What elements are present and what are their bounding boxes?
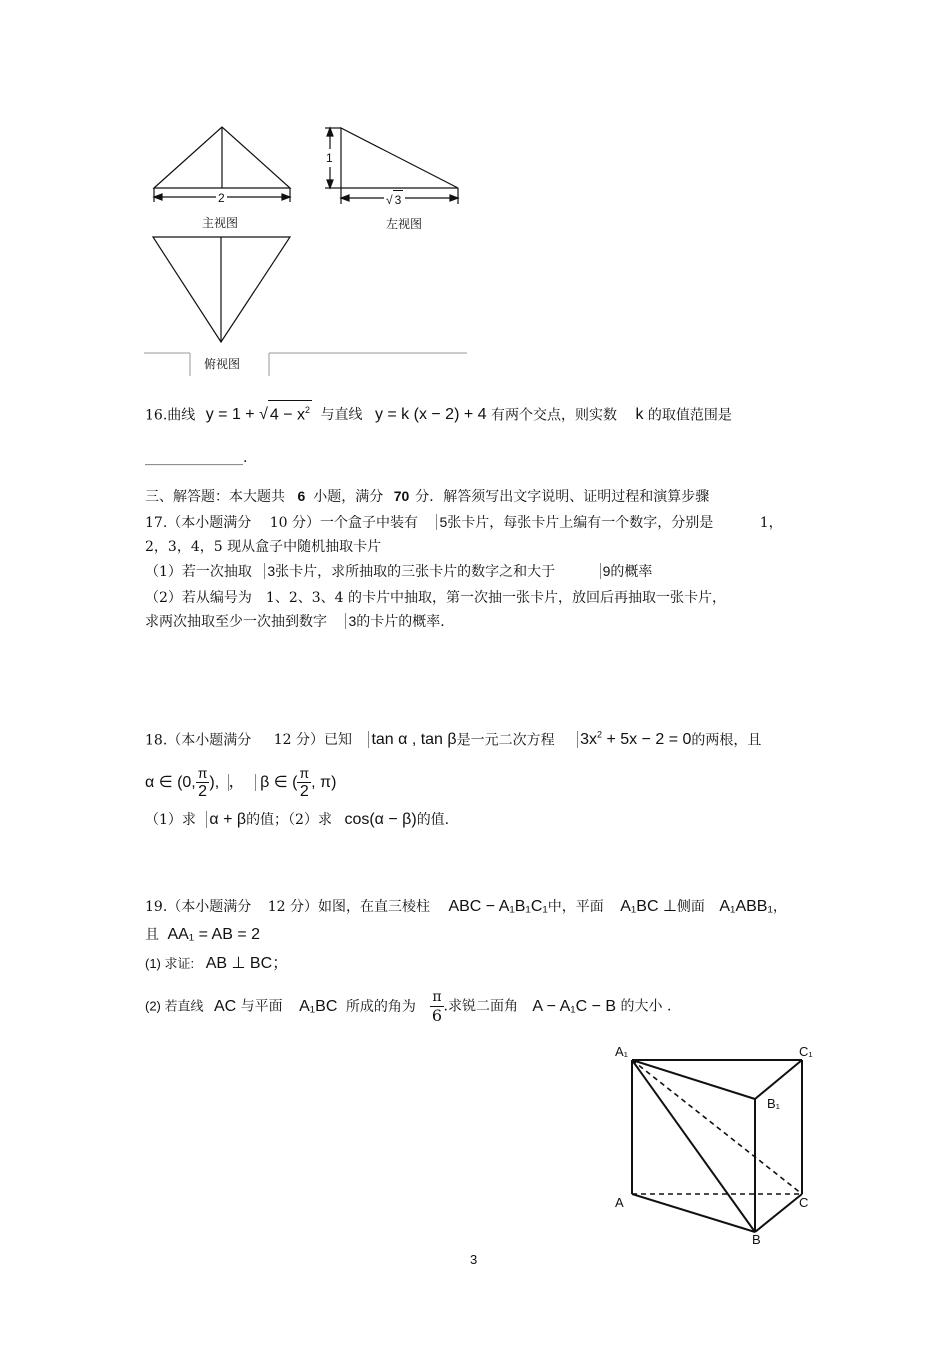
front-view-label: 主视图 — [202, 216, 239, 230]
three-views-figure — [140, 120, 480, 385]
q18-conditions: α ∈ (0, $\frac{\pi}{2}$ ), ， β ∈ ( $\frac{\pi}{2}$ , π) — [145, 765, 337, 800]
edge-a1-b1 — [632, 1060, 755, 1099]
alpha-range: α ∈ (0, $\frac{\pi}{2}$ ), — [145, 774, 229, 791]
q19-part-2: (2) 若直线 AC 与平面 A₁BC 所成的角为 $\frac{\pi}{6}$ .求锐二面角 A − A₁C − B 的大小 . — [145, 989, 672, 1025]
q16-line-eq: y = k (x − 2) + 4 — [374, 406, 487, 424]
q18-line-1: 18.（本小题满分 12 分）已知 tan α , tan β是一元二次方程 $3x^2 + 5x - 2 = 0$的两根，且 — [145, 730, 762, 749]
edge-b1-c1 — [755, 1060, 802, 1099]
label-frame — [144, 353, 467, 376]
section-3-heading: 三、解答题：本大题共 6 小题，满分 70 分．解答须写出文字说明、证明过程和演算步骤 — [145, 488, 710, 505]
edge-a1-b — [632, 1060, 755, 1232]
q17-part-1: （1）若一次抽取 3张卡片，求所抽取的三张卡片的数字之和大于 9的概率 — [145, 563, 653, 580]
side-height-dim: 1 — [326, 151, 333, 165]
q16-k: k — [635, 406, 644, 424]
q19-line-2: 且 AA₁ = AB = 2 — [145, 926, 261, 943]
q17-line-2: 2，3，4，5 现从盒子中随机抽取卡片 — [145, 539, 382, 555]
page-number: 3 — [470, 1252, 478, 1267]
q16-curve-y: y = 1 + — [205, 406, 255, 424]
vertex-c: C — [799, 1195, 809, 1210]
q16-tail: 的取值范围是 — [647, 407, 732, 424]
edge-b-c — [755, 1194, 802, 1232]
vertex-a1: A₁ — [615, 1044, 629, 1059]
front-view-dim: 2 — [218, 191, 225, 205]
q19-part-1: (1) 求证: AB ⊥ BC； — [145, 955, 289, 972]
edge-a-b — [632, 1194, 755, 1232]
q17-line-1: 17.（本小题满分 10 分）一个盒子中装有 5张卡片，每张卡片上编有一个数字，分别是 1， — [145, 514, 783, 531]
question-16 — [145, 400, 732, 424]
beta-range: β ∈ ( $\frac{\pi}{2}$ , π) — [255, 774, 336, 791]
q16-answer-blank: ______________. — [145, 450, 248, 466]
q19-line-1: 19.（本小题满分 12 分）如图，在直三棱柱 ABC − A₁B₁C₁中，平面 A₁BC ⊥侧面 A₁ABB₁， — [145, 898, 787, 915]
side-view-label: 左视图 — [386, 217, 423, 231]
vertex-a: A — [615, 1195, 624, 1210]
top-view-label: 俯视图 — [204, 357, 241, 371]
vertex-c1: C₁ — [799, 1044, 813, 1059]
q16-sqrt: √ $4 - x^2$ — [259, 406, 312, 423]
prism-figure — [600, 1035, 830, 1250]
vertex-b1: B₁ — [767, 1096, 781, 1111]
q16-prefix: 16.曲线 — [145, 407, 196, 424]
q16-mid: 与直线 — [320, 407, 363, 424]
vertex-b: B — [752, 1232, 761, 1247]
q18-parts: （1）求 α + β的值；（2）求 cos(α − β)的值. — [145, 811, 450, 828]
top-view — [153, 237, 290, 342]
q17-part-2-cont: 求两次抽取至少一次抽到数字 3的卡片的概率. — [145, 613, 445, 630]
q17-part-2: （2）若从编号为 1、2、3、4 的卡片中抽取，第一次抽一张卡片，放回后再抽取一张卡片， — [145, 590, 726, 606]
q16-suffix: 有两个交点，则实数 — [491, 407, 617, 424]
side-width-dim: √ 3 — [384, 190, 405, 209]
